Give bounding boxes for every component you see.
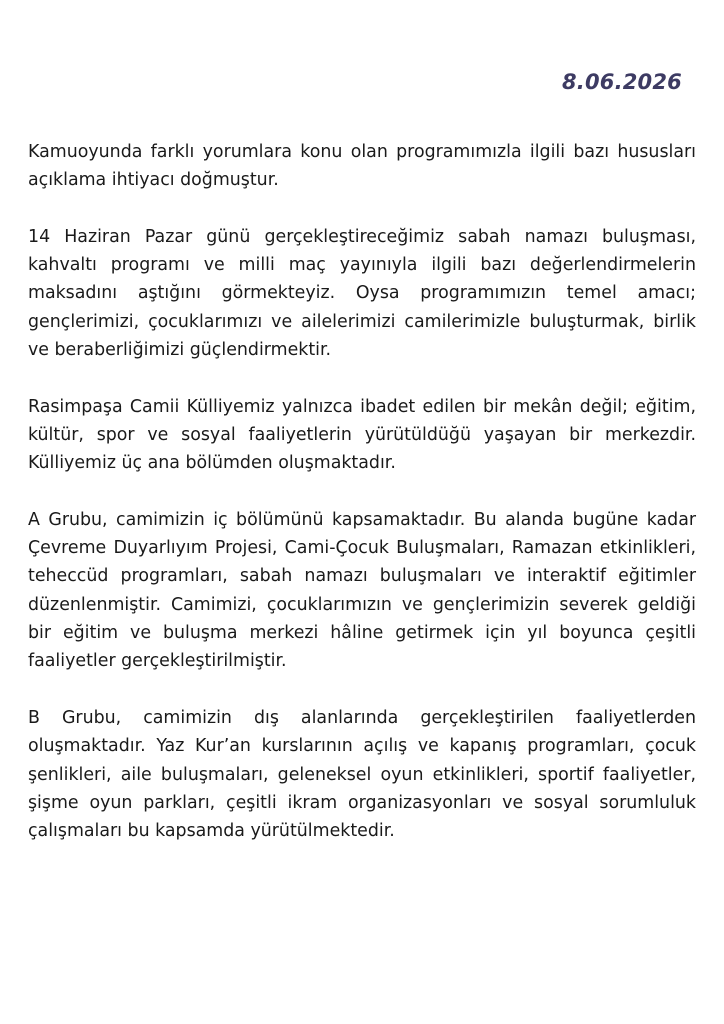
paragraph-kulliye: Rasimpaşa Camii Külliyemiz yalnızca ibadet edilen bir mekân değil; eğitim, kültür, spor ve sosyal faaliyetlerin yürütüldüğü yaşayan bir merkezdir. Külliyemiz üç ana bölümden oluşmaktadır.	[28, 396, 696, 474]
statement-body	[28, 138, 696, 874]
paragraph-program-purpose: 14 Haziran Pazar günü gerçekleştireceğimiz sabah namazı buluşması, kahvaltı programı ve milli maç yayınıyla ilgili bazı değerlendirmelerin maksadını aştığını görmekteyiz. Oysa programımızın temel amacı; gençlerimizi, çocuklarımızı ve ailelerimizi camilerimizle buluşturmak, birlik ve beraberliğimizi güçlendirmektir.	[28, 226, 696, 361]
document-date: 8.06.2026	[561, 70, 682, 94]
paragraph-intro: Kamuoyunda farklı yorumlara konu olan programımızla ilgili bazı hususları açıklama ihtiyacı doğmuştur.	[28, 142, 696, 191]
paragraph-a-group: A Grubu, camimizin iç bölümünü kapsamaktadır. Bu alanda bugüne kadar Çevreme Duyarlıyım Projesi, Cami-Çocuk Buluşmaları, Ramazan etkinlikleri, teheccüd programları, sabah namazı buluşmaları ve interaktif eğitimler düzenlenmiştir. Camimizi, çocuklarımızın ve gençlerimizin severek geldiği bir eğitim ve buluşma merkezi hâline getirmek için yıl boyunca çeşitli faaliyetler gerçekleştirilmiştir.	[28, 509, 696, 672]
paragraph-b-group: B Grubu, camimizin dış alanlarında gerçekleştirilen faaliyetlerden oluşmaktadır. Yaz Kur’an kurslarının açılış ve kapanış programları, çocuk şenlikleri, aile buluşmaları, geleneksel oyun etkinlikleri, sportif faaliyetler, şişme oyun parkları, çeşitli ikram organizasyonları ve sosyal sorumluluk çalışmaları bu kapsamda yürütülmektedir.	[28, 707, 696, 842]
